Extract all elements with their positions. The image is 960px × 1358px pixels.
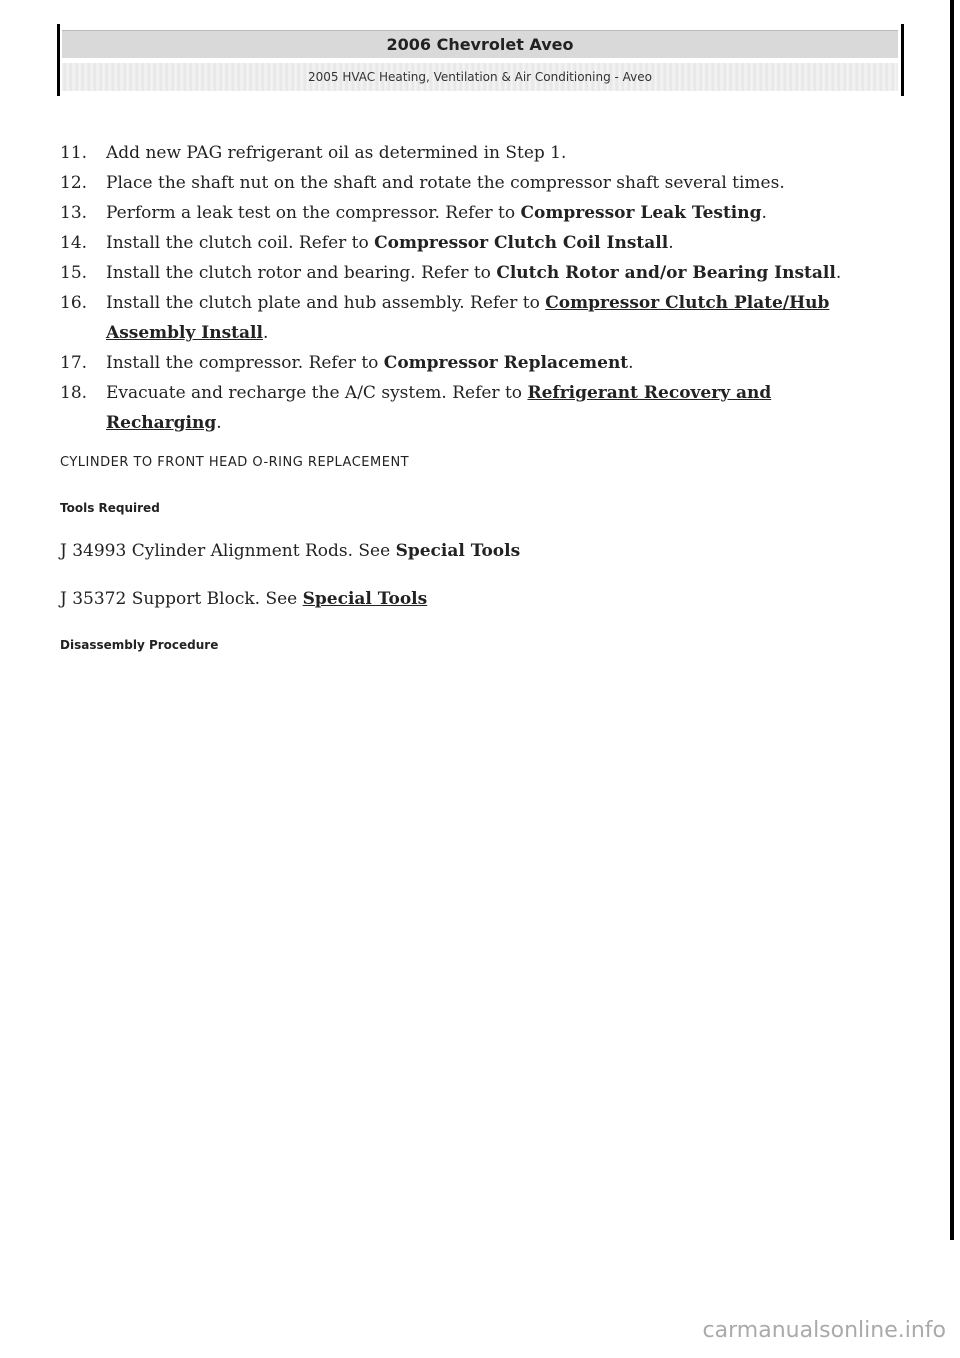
step-text-segment: Add new PAG refrigerant oil as determined in Step 1. [106,143,567,163]
procedure-step [60,378,880,438]
page-header [62,30,898,91]
header-border-right [901,24,904,96]
step-number: 13. [60,203,88,223]
step-text [106,378,880,438]
tool-item [60,541,520,561]
step-text-segment: Evacuate and recharge the A/C system. Refer to [106,383,528,403]
step-number: 11. [60,143,88,163]
procedure-step [60,168,880,198]
reference-text[interactable]: Compressor Clutch Coil Install [374,233,669,253]
step-number: 12. [60,173,88,193]
step-text [106,138,880,168]
special-tools-ref[interactable]: Special Tools [395,541,521,561]
step-number: 16. [60,293,88,313]
step-text-segment: Install the compressor. Refer to [106,353,384,373]
step-text-segment: Install the clutch coil. Refer to [106,233,375,253]
procedure-step [60,258,880,288]
watermark: carmanualsonline.info [702,1318,946,1343]
procedure-step [60,198,880,228]
step-text-segment: Place the shaft nut on the shaft and rotate the compressor shaft several times. [106,173,785,193]
reference-text[interactable]: Compressor Replacement [383,353,629,373]
header-border-left [57,24,60,96]
step-text [106,258,880,288]
step-text-segment: . [761,203,767,223]
disassembly-procedure-label: Disassembly Procedure [60,638,219,652]
step-number: 18. [60,383,88,403]
reference-text[interactable]: Clutch Rotor and/or Bearing Install [496,263,836,283]
step-text-segment: . [628,353,634,373]
step-text [106,198,880,228]
tool-text: J 35372 Support Block. See [60,589,303,609]
procedure-step [60,228,880,258]
step-text-segment: Install the clutch rotor and bearing. Refer to [106,263,497,283]
reference-link[interactable]: Compressor Clutch Plate/Hub Assembly Install [106,293,830,343]
step-number: 17. [60,353,88,373]
step-text [106,288,880,348]
step-text-segment: Perform a leak test on the compressor. Refer to [106,203,521,223]
procedure-step [60,138,880,168]
step-text-segment: Install the clutch plate and hub assembly. Refer to [106,293,546,313]
step-text-segment: . [835,263,842,283]
step-text-segment: . [668,233,674,253]
step-text-segment: . [216,413,222,433]
step-number: 14. [60,233,88,253]
procedure-step [60,288,880,348]
step-text [106,228,880,258]
tool-text: J 34993 Cylinder Alignment Rods. See [60,541,396,561]
procedure-steps [60,138,880,438]
header-title: 2006 Chevrolet Aveo [62,30,898,58]
procedure-step [60,348,880,378]
page-border-right [950,0,954,1240]
section-heading: CYLINDER TO FRONT HEAD O-RING REPLACEMENT [60,455,410,470]
step-text [106,168,880,198]
step-number: 15. [60,263,88,283]
header-subtitle: 2005 HVAC Heating, Ventilation & Air Conditioning - Aveo [62,63,898,91]
tools-required-label: Tools Required [60,501,160,515]
tool-item [60,589,427,609]
reference-text[interactable]: Compressor Leak Testing [520,203,762,223]
step-text [106,348,880,378]
reference-link[interactable]: Refrigerant Recovery and Recharging [106,383,772,433]
special-tools-link[interactable]: Special Tools [302,589,428,609]
step-text-segment: . [262,323,269,343]
